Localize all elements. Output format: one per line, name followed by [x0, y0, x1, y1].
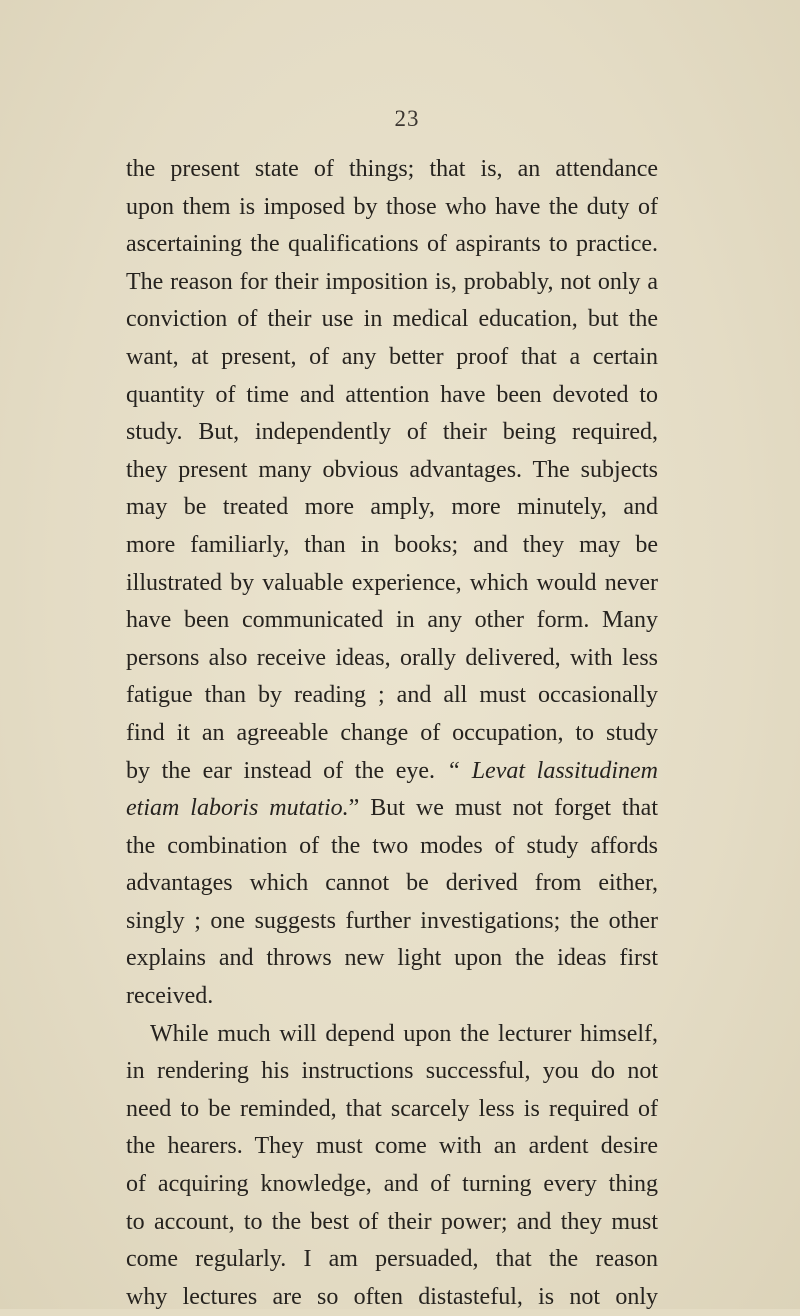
text-line: illustrated by valuable experience, which would never: [126, 569, 658, 596]
text-line: explains and throws new light upon the ideas first: [126, 945, 658, 972]
text-line: to account, to the best of their power; and they must: [126, 1208, 658, 1235]
text-line: quantity of time and attention have been devoted to: [126, 381, 658, 408]
text-line: singly ; one suggests further investigations; the other: [126, 907, 658, 934]
text-line: conviction of their use in medical education, but the: [126, 306, 658, 333]
text-segment: ” But we must not forget that: [348, 795, 658, 822]
text-line: of acquiring knowledge, and of turning every thing: [126, 1171, 658, 1198]
text-line: find it an agreeable change of occupation, to study: [126, 719, 658, 746]
latin-quote: “ Levat lassitudinem: [446, 757, 658, 784]
text-line: come regularly. I am persuaded, that the reason: [126, 1246, 658, 1273]
text-line: in rendering his instructions successful, you do not: [126, 1058, 658, 1085]
text-line: the hearers. They must come with an ardent desire: [126, 1133, 658, 1160]
text-line: more familiarly, than in books; and they may be: [126, 531, 658, 558]
text-line: have been communicated in any other form. Many: [126, 607, 658, 634]
paragraph-end-line: received.: [126, 983, 214, 1010]
text-line: upon them is imposed by those who have the duty of: [126, 193, 658, 220]
text-line: ascertaining the qualifications of aspirants to practice.: [126, 231, 658, 258]
paragraph-start-line: While much will depend upon the lecturer himself,: [150, 1020, 658, 1047]
body-text: [126, 151, 658, 1316]
text-line: why lectures are so often distasteful, is not only: [126, 1283, 658, 1310]
text-line: the combination of the two modes of study affords: [126, 832, 658, 859]
text-line: may be treated more amply, more minutely, and: [126, 494, 658, 521]
page-number: 23: [394, 106, 420, 131]
text-line: advantages which cannot be derived from either,: [126, 870, 658, 897]
text-line-with-quote: [126, 790, 658, 828]
text-line: the present state of things; that is, an attendance: [126, 156, 658, 182]
text-line-with-quote: [126, 753, 658, 791]
text-line: need to be reminded, that scarcely less is required of: [126, 1095, 658, 1122]
latin-quote: etiam laboris mutatio.: [126, 795, 349, 822]
text-line: they present many obvious advantages. The subjects: [126, 456, 658, 483]
text-line: study. But, independently of their being required,: [126, 419, 658, 446]
text-line: want, at present, of any better proof that a certain: [126, 343, 658, 370]
text-line: The reason for their imposition is, probably, not only a: [126, 268, 658, 295]
text-segment: by the ear instead of the eye.: [126, 757, 447, 784]
text-line: persons also receive ideas, orally delivered, with less: [126, 644, 658, 671]
text-line: fatigue than by reading ; and all must occasionally: [126, 682, 658, 709]
